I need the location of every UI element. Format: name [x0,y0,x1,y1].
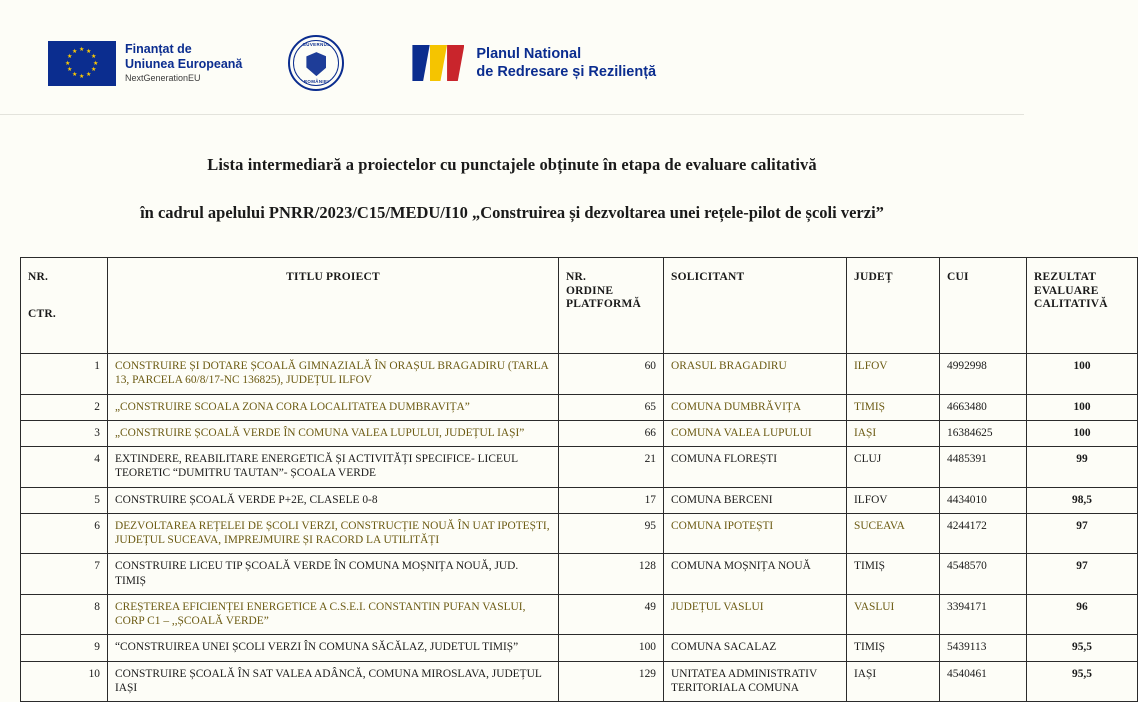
cell-nr-ordine-platforma: 100 [559,635,664,661]
cell-judet: IAȘI [847,420,940,446]
cell-nr-ordine-platforma: 17 [559,487,664,513]
eu-funding-logo [48,41,242,86]
column-header-ordine-line-2: ORDINE [566,284,614,297]
cell-rezultat-evaluare: 100 [1027,354,1138,395]
cell-nr-ctr: 4 [21,447,108,488]
cell-cui: 16384625 [940,420,1027,446]
cell-solicitant: COMUNA VALEA LUPULUI [664,420,847,446]
cell-judet: CLUJ [847,447,940,488]
cell-judet: TIMIȘ [847,554,940,595]
table-row [21,354,1138,395]
cell-solicitant: COMUNA IPOTEȘTI [664,513,847,554]
cell-judet: SUCEAVA [847,513,940,554]
eu-flag-icon: ★ ★ ★ ★ ★ ★ ★ ★ ★ ★ ★ ★ [48,41,116,86]
cell-cui: 5439113 [940,635,1027,661]
table-row [21,661,1138,702]
cell-solicitant: COMUNA BERCENI [664,487,847,513]
cell-titlu-proiect: CREȘTEREA EFICIENȚEI ENERGETICE A C.S.E.I. CONSTANTIN PUFAN VASLUI, CORP C1 – ,,ȘCOALĂ VERDE” [108,594,559,635]
funding-logo-bar [0,0,1024,96]
cell-solicitant: COMUNA MOȘNIȚA NOUĂ [664,554,847,595]
column-header-nr-ctr-line-1: NR. [28,271,49,283]
pnrr-logo-line-2: de Redresare și Reziliență [476,64,657,80]
document-title-line-1: Lista intermediară a proiectelor cu punctajele obținute în etapa de evaluare calitativă [207,155,817,174]
cell-nr-ordine-platforma: 60 [559,354,664,395]
cell-rezultat-evaluare: 100 [1027,420,1138,446]
cell-nr-ordine-platforma: 21 [559,447,664,488]
cell-nr-ctr: 7 [21,554,108,595]
table-row [21,513,1138,554]
cell-titlu-proiect: CONSTRUIRE ȘCOALĂ ÎN SAT VALEA ADÂNCĂ, COMUNA MIROSLAVA, JUDEȚUL IAȘI [108,661,559,702]
table-row [21,635,1138,661]
cell-titlu-proiect: CONSTRUIRE ȘCOALĂ VERDE P+2E, CLASELE 0-8 [108,487,559,513]
cell-solicitant: UNITATEA ADMINISTRATIV TERITORIALA COMUNA [664,661,847,702]
cell-nr-ctr: 3 [21,420,108,446]
cell-solicitant: ORASUL BRAGADIRU [664,354,847,395]
cell-judet: VASLUI [847,594,940,635]
cell-solicitant: COMUNA FLOREȘTI [664,447,847,488]
table-row [21,487,1138,513]
cell-nr-ctr: 8 [21,594,108,635]
cell-rezultat-evaluare: 98,5 [1027,487,1138,513]
table-header [21,258,1138,354]
cell-nr-ordine-platforma: 66 [559,420,664,446]
cell-nr-ordine-platforma: 129 [559,661,664,702]
cell-judet: IAȘI [847,661,940,702]
column-header-judet: JUDEȚ [847,258,940,354]
cell-titlu-proiect: CONSTRUIRE LICEU TIP ȘCOALĂ VERDE ÎN COMUNA MOȘNIȚA NOUĂ, JUD. TIMIȘ [108,554,559,595]
document-title-block [0,115,1024,223]
romanian-government-seal-icon [288,35,344,91]
document-title-line-2: în cadrul apelului PNRR/2023/C15/MEDU/I10 „Construirea și dezvoltarea unei rețele-pilot de școli verzi” [140,203,884,222]
cell-nr-ctr: 10 [21,661,108,702]
table-header-row [21,258,1138,354]
cell-titlu-proiect: CONSTRUIRE ȘI DOTARE ȘCOALĂ GIMNAZIALĂ ÎN ORAȘUL BRAGADIRU (TARLA 13, PARCELA 60/8/17-NC 136825), JUDEȚUL ILFOV [108,354,559,395]
column-header-rezultat-evaluare [1027,258,1138,354]
column-header-cui: CUI [940,258,1027,354]
column-header-ordine-line-1: NR. [566,271,587,283]
cell-nr-ctr: 2 [21,394,108,420]
cell-cui: 4548570 [940,554,1027,595]
table-row [21,447,1138,488]
cell-rezultat-evaluare: 95,5 [1027,661,1138,702]
column-header-solicitant: SOLICITANT [664,258,847,354]
cell-cui: 4663480 [940,394,1027,420]
cell-judet: TIMIȘ [847,394,940,420]
romania-tricolor-icon [412,45,464,81]
cell-cui: 4434010 [940,487,1027,513]
gov-seal-text-bottom: ROMÂNIEI [303,79,329,84]
column-header-nr-ctr-line-2: CTR. [28,308,56,321]
cell-cui: 3394171 [940,594,1027,635]
column-header-nr-ctr [21,258,108,354]
cell-titlu-proiect: „CONSTRUIRE SCOALA ZONA CORA LOCALITATEA DUMBRAVIȚA” [108,394,559,420]
column-header-rezultat-line-1: REZULTAT [1034,271,1097,283]
cell-nr-ctr: 6 [21,513,108,554]
cell-rezultat-evaluare: 97 [1027,554,1138,595]
cell-cui: 4244172 [940,513,1027,554]
table-row [21,554,1138,595]
cell-cui: 4540461 [940,661,1027,702]
cell-nr-ordine-platforma: 65 [559,394,664,420]
cell-titlu-proiect: DEZVOLTAREA REȚELEI DE ȘCOLI VERZI, CONSTRUCȚIE NOUĂ ÎN UAT IPOTEȘTI, JUDEȚUL SUCEAVA, IMPREJMUIRE ȘI RACORD LA UTILITĂȚI [108,513,559,554]
cell-nr-ordine-platforma: 49 [559,594,664,635]
cell-titlu-proiect: “CONSTRUIREA UNEI ȘCOLI VERZI ÎN COMUNA SĂCĂLAZ, JUDETUL TIMIȘ” [108,635,559,661]
table-row [21,594,1138,635]
table-row [21,394,1138,420]
cell-rezultat-evaluare: 100 [1027,394,1138,420]
cell-solicitant: COMUNA SACALAZ [664,635,847,661]
projects-table [20,257,1138,702]
gov-seal-text-top: GUVERNUL [302,42,331,47]
cell-cui: 4992998 [940,354,1027,395]
cell-nr-ctr: 1 [21,354,108,395]
cell-solicitant: JUDEȚUL VASLUI [664,594,847,635]
column-header-ordine-line-3: PLATFORMĂ [566,298,642,311]
cell-judet: ILFOV [847,487,940,513]
column-header-nr-ordine-platforma [559,258,664,354]
eu-logo-line-3: NextGenerationEU [125,73,201,84]
pnrr-logo [412,45,656,81]
cell-titlu-proiect: „CONSTRUIRE ȘCOALĂ VERDE ÎN COMUNA VALEA LUPULUI, JUDEȚUL IAȘI” [108,420,559,446]
cell-nr-ordine-platforma: 128 [559,554,664,595]
cell-rezultat-evaluare: 95,5 [1027,635,1138,661]
pnrr-logo-line-1: Planul National [476,45,582,62]
cell-cui: 4485391 [940,447,1027,488]
cell-solicitant: COMUNA DUMBRĂVIȚA [664,394,847,420]
cell-titlu-proiect: EXTINDERE, REABILITARE ENERGETICĂ ȘI ACTIVITĂȚI SPECIFICE- LICEUL TEORETIC “DUMITRU TAUTAN”- ȘCOALA VERDE [108,447,559,488]
cell-rezultat-evaluare: 99 [1027,447,1138,488]
column-header-rezultat-line-2: EVALUARE [1034,284,1099,297]
eu-logo-line-1: Finanțat de [125,41,192,56]
column-header-rezultat-line-3: CALITATIVĂ [1034,298,1108,311]
cell-judet: TIMIȘ [847,635,940,661]
projects-table-wrapper [20,257,1108,702]
eu-logo-line-2: Uniunea Europeană [125,56,243,71]
cell-nr-ordine-platforma: 95 [559,513,664,554]
cell-judet: ILFOV [847,354,940,395]
column-header-titlu-proiect: TITLU PROIECT [108,258,559,354]
cell-nr-ctr: 9 [21,635,108,661]
table-row [21,420,1138,446]
cell-nr-ctr: 5 [21,487,108,513]
cell-rezultat-evaluare: 97 [1027,513,1138,554]
table-body [21,354,1138,702]
cell-rezultat-evaluare: 96 [1027,594,1138,635]
